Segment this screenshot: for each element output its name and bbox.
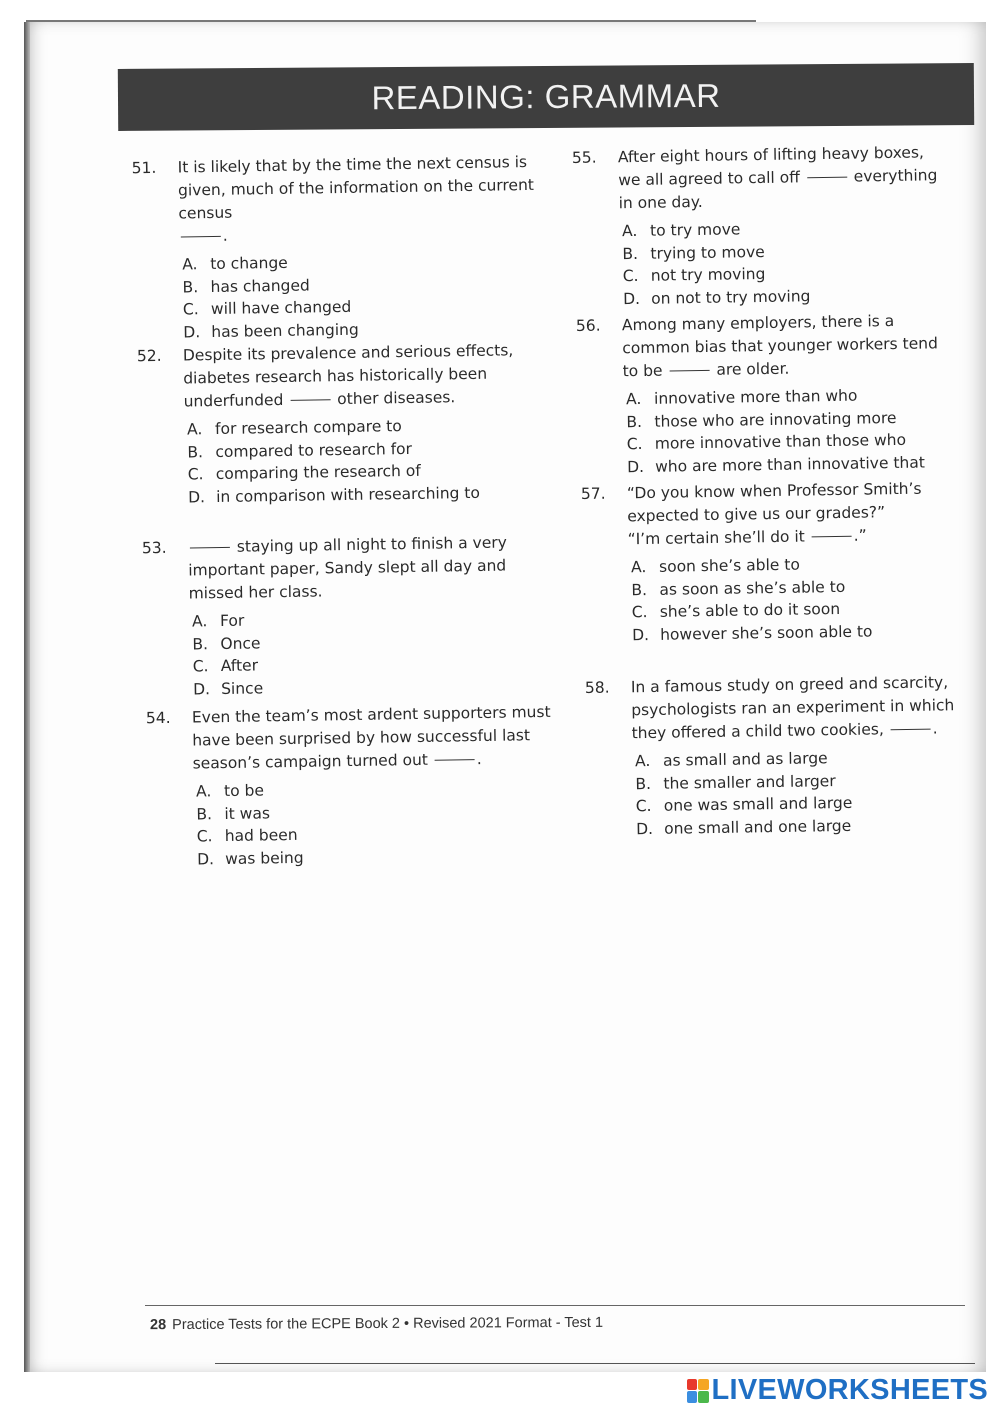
option-c[interactable]: C. she’s able to do it soon	[631, 599, 841, 622]
option-d[interactable]: D. Since	[192, 678, 264, 698]
question-stem: Even the team’s most ardent supporters must have been surprised by how successful last season’s campaign turned out .	[191, 702, 551, 773]
option-b[interactable]: B. the smaller and larger	[635, 771, 836, 793]
question-58	[585, 671, 968, 841]
option-list	[626, 383, 958, 478]
answer-blank[interactable]	[891, 729, 931, 731]
question-stem: staying up all night to finish a very important paper, Sandy slept all day and missed her class.	[188, 533, 507, 603]
paper-binding-shadow	[24, 22, 30, 1372]
option-a[interactable]: A. innovative more than who	[625, 386, 858, 409]
answer-blank[interactable]	[190, 547, 230, 549]
question-stem: In a famous study on greed and scarcity, psychologists ran an experiment in which they offered a child two cookies, .	[630, 673, 955, 743]
question-stem: Among many employers, there is a common bias that younger workers tend to be are older.	[621, 311, 938, 381]
option-c[interactable]: C. comparing the research of	[187, 461, 421, 484]
question-53	[142, 531, 555, 701]
answer-blank[interactable]	[435, 759, 475, 761]
question-52	[137, 339, 550, 509]
footer-text: Practice Tests for the ECPE Book 2 • Revised 2021 Format - Test 1	[172, 1314, 604, 1334]
answer-blank[interactable]	[290, 399, 330, 401]
question-number: 57.	[580, 484, 606, 504]
answer-blank[interactable]	[181, 236, 221, 238]
question-stem: It is likely that by the time the next census is given, much of the information on the current census .	[177, 153, 535, 245]
option-list	[622, 215, 948, 310]
option-c[interactable]: C. not try moving	[622, 264, 766, 286]
option-a[interactable]: A. as small and as large	[634, 749, 828, 771]
brand-name: LIVEWORKSHEETS	[711, 1374, 988, 1406]
option-list	[635, 745, 967, 840]
option-a[interactable]: A. For	[191, 611, 245, 631]
question-number: 51.	[131, 158, 157, 178]
option-d[interactable]: D. however she’s soon able to	[631, 621, 873, 644]
answer-blank[interactable]	[812, 536, 852, 538]
question-54	[146, 701, 563, 871]
question-number: 58.	[584, 678, 610, 697]
answer-blank[interactable]	[669, 370, 709, 372]
option-a[interactable]: A. soon she’s able to	[630, 555, 801, 577]
option-d[interactable]: D. has been changing	[183, 320, 359, 341]
question-57	[581, 477, 970, 647]
option-a[interactable]: A. to be	[195, 781, 265, 801]
question-55	[572, 141, 949, 311]
option-list	[187, 413, 549, 509]
option-b[interactable]: B. compared to research for	[187, 439, 413, 461]
question-56	[576, 309, 959, 479]
option-d[interactable]: D. who are more than innovative that	[626, 453, 925, 476]
question-stem: “Do you know when Professor Smith’s expected to give us our grades?” “I’m certain she’ll do it .”	[626, 479, 922, 549]
option-list	[196, 775, 562, 871]
option-list	[192, 605, 554, 701]
answer-blank[interactable]	[807, 177, 847, 179]
option-c[interactable]: C. After	[192, 656, 259, 676]
question-number: 52.	[136, 346, 162, 366]
section-banner	[118, 63, 974, 131]
option-b[interactable]: B. it was	[196, 803, 271, 823]
footer-divider	[145, 1305, 965, 1306]
option-c[interactable]: C. one was small and large	[635, 793, 853, 816]
option-c[interactable]: C. had been	[196, 825, 298, 846]
question-number: 53.	[141, 538, 167, 558]
option-b[interactable]: B. those who are innovating more	[626, 408, 897, 431]
option-c[interactable]: C. will have changed	[182, 297, 352, 319]
liveworksheets-brand[interactable]	[687, 1374, 989, 1407]
option-b[interactable]: B. as soon as she’s able to	[631, 577, 846, 599]
option-c[interactable]: C. more innovative than those who	[626, 430, 907, 454]
liveworksheets-logo-icon	[687, 1379, 709, 1403]
option-list	[631, 551, 969, 646]
option-a[interactable]: A. to try move	[621, 220, 741, 241]
question-stem: Despite its prevalence and serious effects, diabetes research has historically been underfunded other diseases.	[182, 341, 514, 411]
option-d[interactable]: D. was being	[196, 848, 304, 868]
option-b[interactable]: B. trying to move	[622, 242, 765, 263]
question-number: 55.	[571, 148, 597, 167]
option-b[interactable]: B. Once	[192, 633, 261, 653]
question-51	[132, 151, 545, 344]
question-number: 56.	[575, 316, 601, 335]
section-title: READING: GRAMMAR	[371, 76, 721, 117]
page-bottom-edge	[215, 1363, 975, 1364]
option-b[interactable]: B. has changed	[182, 275, 310, 296]
page-footer	[150, 1315, 603, 1333]
option-list	[182, 248, 544, 344]
question-stem: After eight hours of lifting heavy boxes, we all agreed to call off everything in one day.	[617, 143, 938, 213]
page-number: 28	[149, 1317, 167, 1334]
option-d[interactable]: D. in comparison with researching to	[187, 483, 481, 506]
option-d[interactable]: D. one small and one large	[635, 816, 852, 838]
question-number: 54.	[145, 708, 171, 728]
option-a[interactable]: A. for research compare to	[186, 417, 402, 439]
option-a[interactable]: A. to change	[182, 253, 288, 274]
option-d[interactable]: D. on not to try moving	[622, 286, 811, 308]
